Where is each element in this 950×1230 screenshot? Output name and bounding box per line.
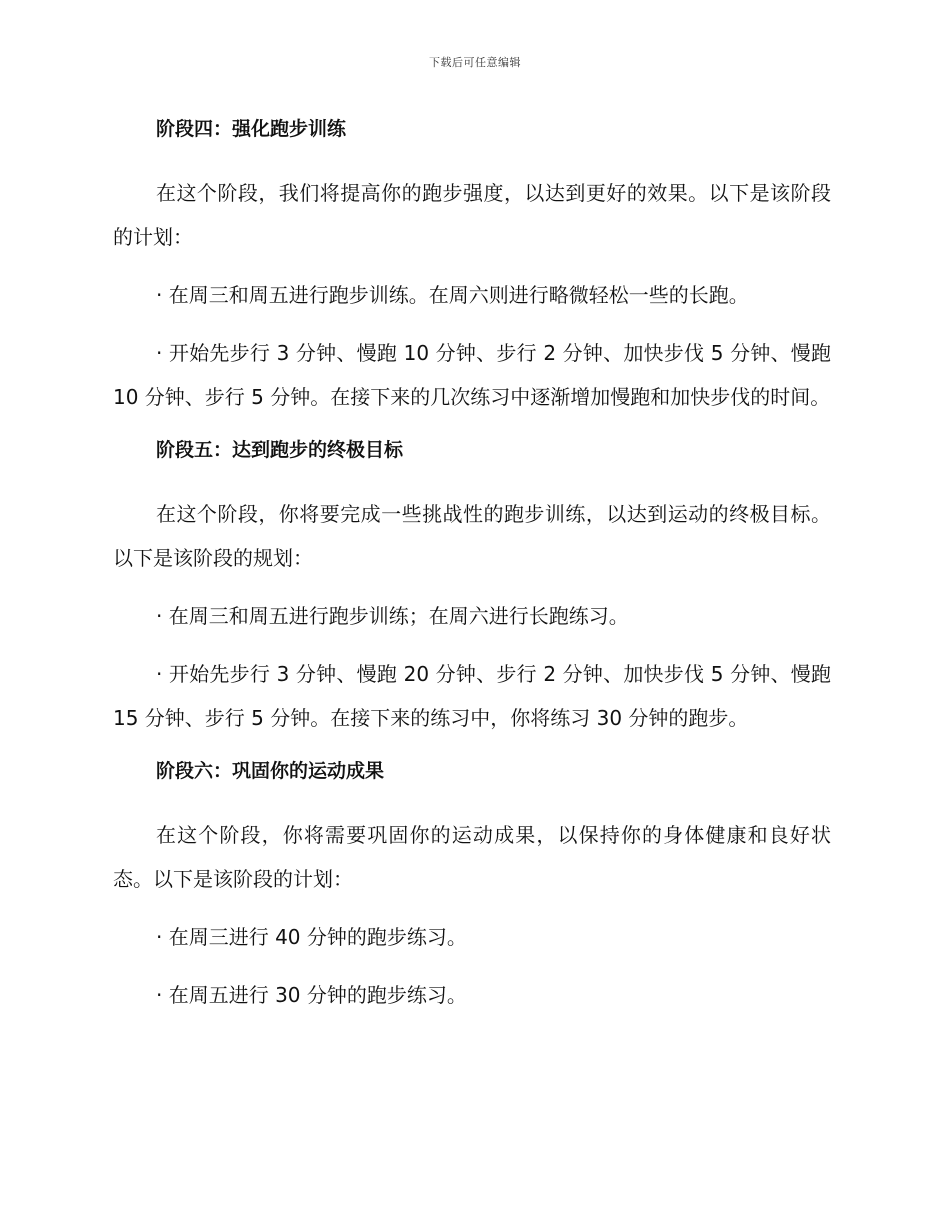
- section-heading: 阶段六：巩固你的运动成果: [156, 760, 385, 782]
- bullet-paragraph: · 开始先步行 3 分钟、慢跑 10 分钟、步行 2 分钟、加快步伐 5 分钟、慢跑 10 分钟、步行 5 分钟。在接下来的几次练习中逐渐增加慢跑和加快步伐的时间。: [113, 341, 831, 409]
- bullet-paragraph: · 开始先步行 3 分钟、慢跑 20 分钟、步行 2 分钟、加快步伐 5 分钟、慢跑 15 分钟、步行 5 分钟。在接下来的练习中，你将练习 30 分钟的跑步。: [113, 662, 831, 730]
- bullet-paragraph: · 在周三和周五进行跑步训练。在周六则进行略微轻松一些的长跑。: [156, 283, 749, 307]
- document-body: [113, 112, 831, 1031]
- bullet-paragraph: · 在周三和周五进行跑步训练；在周六进行长跑练习。: [156, 604, 629, 628]
- paragraph: 在这个阶段，你将需要巩固你的运动成果，以保持你的身体健康和良好状态。以下是该阶段的计划：: [113, 823, 831, 891]
- section-heading: 阶段五：达到跑步的终极目标: [156, 439, 404, 461]
- bullet-paragraph: · 在周三进行 40 分钟的跑步练习。: [156, 925, 467, 949]
- paragraph: 在这个阶段，你将要完成一些挑战性的跑步训练，以达到运动的终极目标。以下是该阶段的规划：: [113, 502, 831, 570]
- section-heading: 阶段四：强化跑步训练: [156, 118, 347, 140]
- section-stage-five: [113, 433, 831, 740]
- section-stage-six: [113, 754, 831, 1017]
- bullet-paragraph: · 在周五进行 30 分钟的跑步练习。: [156, 983, 467, 1007]
- header-note: 下载后可任意编辑: [429, 56, 521, 69]
- section-stage-four: [113, 112, 831, 419]
- paragraph: 在这个阶段，我们将提高你的跑步强度，以达到更好的效果。以下是该阶段的计划：: [113, 181, 831, 249]
